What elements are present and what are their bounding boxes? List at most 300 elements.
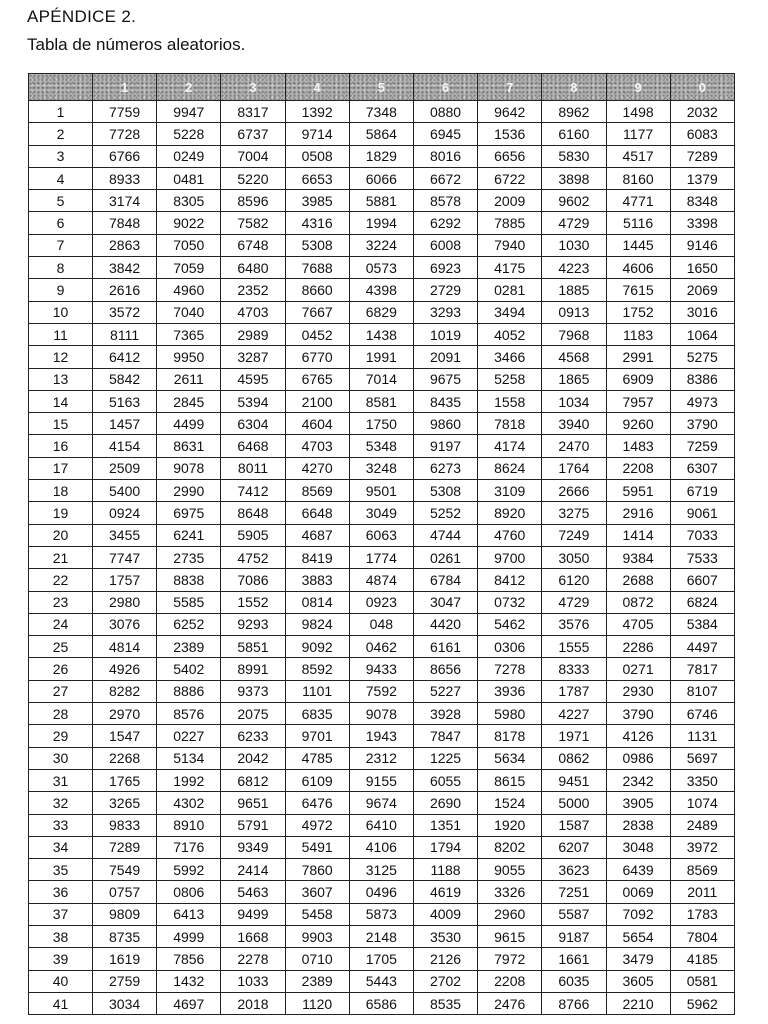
random-number-cell: 7251 bbox=[542, 881, 606, 903]
random-number-cell: 9615 bbox=[478, 925, 542, 947]
table-row bbox=[29, 101, 735, 123]
random-number-cell: 1991 bbox=[349, 346, 413, 368]
random-number-cell: 9078 bbox=[349, 703, 413, 725]
random-number-cell: 2476 bbox=[478, 992, 542, 1014]
random-number-cell: 7259 bbox=[670, 435, 734, 457]
random-number-cell: 4126 bbox=[606, 725, 670, 747]
random-number-cell: 7289 bbox=[670, 145, 734, 167]
random-number-cell: 1030 bbox=[542, 234, 606, 256]
row-number-cell: 37 bbox=[29, 903, 93, 925]
random-number-cell: 3109 bbox=[478, 480, 542, 502]
random-number-cell: 2389 bbox=[157, 636, 221, 658]
random-number-cell: 5394 bbox=[221, 390, 285, 412]
random-number-cell: 1414 bbox=[606, 524, 670, 546]
random-number-cell: 4227 bbox=[542, 703, 606, 725]
random-number-cell: 7885 bbox=[478, 212, 542, 234]
random-number-cell: 9675 bbox=[413, 368, 477, 390]
random-number-cell: 8435 bbox=[413, 390, 477, 412]
random-number-cell: 1992 bbox=[157, 769, 221, 791]
random-number-cell: 0306 bbox=[478, 636, 542, 658]
random-number-cell: 7940 bbox=[478, 234, 542, 256]
random-number-cell: 5873 bbox=[349, 903, 413, 925]
random-number-cell: 4703 bbox=[285, 435, 349, 457]
header-cell-column: 9 bbox=[606, 74, 670, 101]
random-number-cell: 7615 bbox=[606, 279, 670, 301]
random-number-cell: 0281 bbox=[478, 279, 542, 301]
random-number-cell: 4729 bbox=[542, 212, 606, 234]
random-number-cell: 9860 bbox=[413, 413, 477, 435]
row-number-cell: 41 bbox=[29, 992, 93, 1014]
table-row bbox=[29, 323, 735, 345]
random-number-cell: 9384 bbox=[606, 546, 670, 568]
random-number-cell: 5443 bbox=[349, 970, 413, 992]
random-number-cell: 8656 bbox=[413, 658, 477, 680]
table-row bbox=[29, 569, 735, 591]
random-number-cell: 1064 bbox=[670, 323, 734, 345]
random-number-cell: 9187 bbox=[542, 925, 606, 947]
row-number-cell: 7 bbox=[29, 234, 93, 256]
random-number-cell: 4752 bbox=[221, 546, 285, 568]
random-number-cell: 0452 bbox=[285, 323, 349, 345]
random-number-cell: 2989 bbox=[221, 323, 285, 345]
table-row bbox=[29, 123, 735, 145]
random-number-cell: 3790 bbox=[670, 413, 734, 435]
random-number-cell: 8348 bbox=[670, 190, 734, 212]
random-number-cell: 0986 bbox=[606, 747, 670, 769]
appendix-heading: APÉNDICE 2. bbox=[27, 7, 137, 26]
random-number-cell: 2210 bbox=[606, 992, 670, 1014]
random-number-cell: 1101 bbox=[285, 680, 349, 702]
random-number-cell: 6083 bbox=[670, 123, 734, 145]
random-number-cell: 6835 bbox=[285, 703, 349, 725]
random-number-cell: 0923 bbox=[349, 591, 413, 613]
random-number-cell: 0481 bbox=[157, 167, 221, 189]
random-number-cell: 3905 bbox=[606, 792, 670, 814]
random-number-cell: 6109 bbox=[285, 769, 349, 791]
table-row bbox=[29, 301, 735, 323]
random-number-cell: 6476 bbox=[285, 792, 349, 814]
random-number-cell: 6829 bbox=[349, 301, 413, 323]
random-number-cell: 2980 bbox=[93, 591, 157, 613]
random-number-cell: 5163 bbox=[93, 390, 157, 412]
table-row bbox=[29, 658, 735, 680]
table-row bbox=[29, 480, 735, 502]
random-number-cell: 0880 bbox=[413, 101, 477, 123]
random-number-cell: 4760 bbox=[478, 524, 542, 546]
random-number-cell: 2208 bbox=[606, 457, 670, 479]
header-cell-column: 5 bbox=[349, 74, 413, 101]
header-cell-index bbox=[29, 74, 93, 101]
table-row bbox=[29, 903, 735, 925]
row-number-cell: 31 bbox=[29, 769, 93, 791]
random-number-cell: 6161 bbox=[413, 636, 477, 658]
random-number-cell: 2690 bbox=[413, 792, 477, 814]
random-number-cell: 7667 bbox=[285, 301, 349, 323]
random-number-cell: 2286 bbox=[606, 636, 670, 658]
random-number-cell: 3034 bbox=[93, 992, 157, 1014]
random-number-cell: 5462 bbox=[478, 613, 542, 635]
random-number-cell: 1971 bbox=[542, 725, 606, 747]
header-cell-column: 3 bbox=[221, 74, 285, 101]
random-number-cell: 3350 bbox=[670, 769, 734, 791]
random-number-cell: 6468 bbox=[221, 435, 285, 457]
random-number-cell: 7050 bbox=[157, 234, 221, 256]
random-number-cell: 0573 bbox=[349, 257, 413, 279]
row-number-cell: 21 bbox=[29, 546, 93, 568]
random-number-cell: 6653 bbox=[285, 167, 349, 189]
random-number-cell: 5962 bbox=[670, 992, 734, 1014]
random-number-cell: 4705 bbox=[606, 613, 670, 635]
random-number-cell: 6480 bbox=[221, 257, 285, 279]
random-number-cell: 7860 bbox=[285, 859, 349, 881]
random-number-cell: 9809 bbox=[93, 903, 157, 925]
random-number-cell: 3265 bbox=[93, 792, 157, 814]
random-number-cell: 7040 bbox=[157, 301, 221, 323]
random-number-cell: 9293 bbox=[221, 613, 285, 635]
random-number-cell: 1547 bbox=[93, 725, 157, 747]
random-number-cell: 5275 bbox=[670, 346, 734, 368]
random-number-cell: 5400 bbox=[93, 480, 157, 502]
table-row bbox=[29, 814, 735, 836]
random-number-cell: 7804 bbox=[670, 925, 734, 947]
random-number-cell: 9950 bbox=[157, 346, 221, 368]
random-number-cell: 8624 bbox=[478, 457, 542, 479]
header-cell-column: 7 bbox=[478, 74, 542, 101]
random-number-cell: 2845 bbox=[157, 390, 221, 412]
random-number-cell: 0913 bbox=[542, 301, 606, 323]
random-number-cell: 5258 bbox=[478, 368, 542, 390]
random-number-cell: 2342 bbox=[606, 769, 670, 791]
random-number-cell: 5000 bbox=[542, 792, 606, 814]
random-number-cell: 8111 bbox=[93, 323, 157, 345]
random-number-cell: 8386 bbox=[670, 368, 734, 390]
random-number-cell: 3455 bbox=[93, 524, 157, 546]
random-number-cell: 2100 bbox=[285, 390, 349, 412]
random-number-cell: 9701 bbox=[285, 725, 349, 747]
random-number-cell: 3174 bbox=[93, 190, 157, 212]
random-number-cell: 4154 bbox=[93, 435, 157, 457]
random-number-cell: 1765 bbox=[93, 769, 157, 791]
random-number-cell: 2312 bbox=[349, 747, 413, 769]
table-row bbox=[29, 769, 735, 791]
random-numbers-table bbox=[28, 73, 735, 1015]
random-number-cell: 8107 bbox=[670, 680, 734, 702]
random-number-cell: 9061 bbox=[670, 502, 734, 524]
row-number-cell: 25 bbox=[29, 636, 93, 658]
random-number-cell: 1920 bbox=[478, 814, 542, 836]
table-row bbox=[29, 792, 735, 814]
random-number-cell: 3016 bbox=[670, 301, 734, 323]
random-number-cell: 1750 bbox=[349, 413, 413, 435]
random-number-cell: 3293 bbox=[413, 301, 477, 323]
random-number-cell: 6909 bbox=[606, 368, 670, 390]
random-number-cell: 6307 bbox=[670, 457, 734, 479]
random-number-cell: 6945 bbox=[413, 123, 477, 145]
row-number-cell: 18 bbox=[29, 480, 93, 502]
random-number-cell: 2075 bbox=[221, 703, 285, 725]
random-number-cell: 9833 bbox=[93, 814, 157, 836]
table-header-row bbox=[29, 74, 735, 101]
random-number-cell: 4420 bbox=[413, 613, 477, 635]
random-number-cell: 8578 bbox=[413, 190, 477, 212]
row-number-cell: 16 bbox=[29, 435, 93, 457]
random-number-cell: 0924 bbox=[93, 502, 157, 524]
random-number-cell: 3530 bbox=[413, 925, 477, 947]
random-number-cell: 0462 bbox=[349, 636, 413, 658]
random-number-cell: 7847 bbox=[413, 725, 477, 747]
table-row bbox=[29, 703, 735, 725]
random-number-cell: 2042 bbox=[221, 747, 285, 769]
row-number-cell: 5 bbox=[29, 190, 93, 212]
table-caption: Tabla de números aleatorios. bbox=[27, 35, 246, 54]
row-number-cell: 26 bbox=[29, 658, 93, 680]
random-number-cell: 7688 bbox=[285, 257, 349, 279]
random-number-cell: 4771 bbox=[606, 190, 670, 212]
random-number-cell: 6160 bbox=[542, 123, 606, 145]
random-number-cell: 7848 bbox=[93, 212, 157, 234]
table-row bbox=[29, 925, 735, 947]
header-cell-column: 8 bbox=[542, 74, 606, 101]
random-number-cell: 3048 bbox=[606, 836, 670, 858]
random-number-cell: 1587 bbox=[542, 814, 606, 836]
random-number-cell: 1752 bbox=[606, 301, 670, 323]
random-number-cell: 2032 bbox=[670, 101, 734, 123]
random-number-cell: 2666 bbox=[542, 480, 606, 502]
random-number-cell: 6055 bbox=[413, 769, 477, 791]
random-number-cell: 9197 bbox=[413, 435, 477, 457]
table-row bbox=[29, 992, 735, 1014]
random-number-cell: 3605 bbox=[606, 970, 670, 992]
random-number-cell: 2759 bbox=[93, 970, 157, 992]
random-number-cell: 7249 bbox=[542, 524, 606, 546]
header-cell-column: 2 bbox=[157, 74, 221, 101]
random-number-cell: 5402 bbox=[157, 658, 221, 680]
row-number-cell: 38 bbox=[29, 925, 93, 947]
random-number-cell: 1457 bbox=[93, 413, 157, 435]
random-number-cell: 5842 bbox=[93, 368, 157, 390]
random-number-cell: 9602 bbox=[542, 190, 606, 212]
random-number-cell: 1177 bbox=[606, 123, 670, 145]
random-number-cell: 1552 bbox=[221, 591, 285, 613]
row-number-cell: 8 bbox=[29, 257, 93, 279]
random-number-cell: 0261 bbox=[413, 546, 477, 568]
random-number-cell: 8317 bbox=[221, 101, 285, 123]
random-number-cell: 0710 bbox=[285, 948, 349, 970]
random-number-cell: 7856 bbox=[157, 948, 221, 970]
random-number-cell: 6607 bbox=[670, 569, 734, 591]
random-number-cell: 7957 bbox=[606, 390, 670, 412]
random-number-cell: 5864 bbox=[349, 123, 413, 145]
random-number-cell: 2470 bbox=[542, 435, 606, 457]
random-number-cell: 2509 bbox=[93, 457, 157, 479]
random-number-cell: 9499 bbox=[221, 903, 285, 925]
random-number-cell: 4223 bbox=[542, 257, 606, 279]
random-number-cell: 7747 bbox=[93, 546, 157, 568]
random-number-cell: 4270 bbox=[285, 457, 349, 479]
random-number-cell: 6413 bbox=[157, 903, 221, 925]
random-number-cell: 2352 bbox=[221, 279, 285, 301]
random-number-cell: 9700 bbox=[478, 546, 542, 568]
table-row bbox=[29, 970, 735, 992]
table-row bbox=[29, 413, 735, 435]
table-body bbox=[29, 101, 735, 1015]
random-number-cell: 4052 bbox=[478, 323, 542, 345]
row-number-cell: 23 bbox=[29, 591, 93, 613]
random-number-cell: 9451 bbox=[542, 769, 606, 791]
random-number-cell: 8202 bbox=[478, 836, 542, 858]
random-number-cell: 9373 bbox=[221, 680, 285, 702]
row-number-cell: 27 bbox=[29, 680, 93, 702]
random-number-cell: 1764 bbox=[542, 457, 606, 479]
random-number-cell: 3479 bbox=[606, 948, 670, 970]
random-number-cell: 3248 bbox=[349, 457, 413, 479]
random-number-cell: 6439 bbox=[606, 859, 670, 881]
random-number-cell: 1943 bbox=[349, 725, 413, 747]
random-number-cell: 4604 bbox=[285, 413, 349, 435]
random-number-cell: 2960 bbox=[478, 903, 542, 925]
random-number-cell: 8305 bbox=[157, 190, 221, 212]
random-number-cell: 2616 bbox=[93, 279, 157, 301]
row-number-cell: 40 bbox=[29, 970, 93, 992]
random-number-cell: 6063 bbox=[349, 524, 413, 546]
table-row bbox=[29, 257, 735, 279]
random-number-cell: 9947 bbox=[157, 101, 221, 123]
random-number-cell: 4973 bbox=[670, 390, 734, 412]
random-number-cell: 9078 bbox=[157, 457, 221, 479]
random-number-cell: 8735 bbox=[93, 925, 157, 947]
random-number-cell: 5634 bbox=[478, 747, 542, 769]
random-number-cell: 2414 bbox=[221, 859, 285, 881]
random-number-cell: 5116 bbox=[606, 212, 670, 234]
random-number-cell: 6765 bbox=[285, 368, 349, 390]
random-number-cell: 7817 bbox=[670, 658, 734, 680]
random-number-cell: 1705 bbox=[349, 948, 413, 970]
table-row bbox=[29, 279, 735, 301]
random-number-cell: 7592 bbox=[349, 680, 413, 702]
random-number-cell: 2126 bbox=[413, 948, 477, 970]
random-number-cell: 4697 bbox=[157, 992, 221, 1014]
random-number-cell: 4174 bbox=[478, 435, 542, 457]
random-number-cell: 1661 bbox=[542, 948, 606, 970]
random-number-cell: 7092 bbox=[606, 903, 670, 925]
random-number-cell: 3940 bbox=[542, 413, 606, 435]
row-number-cell: 14 bbox=[29, 390, 93, 412]
random-number-cell: 5252 bbox=[413, 502, 477, 524]
random-number-cell: 4302 bbox=[157, 792, 221, 814]
random-number-cell: 5830 bbox=[542, 145, 606, 167]
table-row bbox=[29, 747, 735, 769]
random-number-cell: 1536 bbox=[478, 123, 542, 145]
row-number-cell: 12 bbox=[29, 346, 93, 368]
random-number-cell: 8011 bbox=[221, 457, 285, 479]
random-number-cell: 2702 bbox=[413, 970, 477, 992]
random-number-cell: 5851 bbox=[221, 636, 285, 658]
random-number-cell: 4497 bbox=[670, 636, 734, 658]
random-number-cell: 7759 bbox=[93, 101, 157, 123]
random-number-cell: 4316 bbox=[285, 212, 349, 234]
row-number-cell: 20 bbox=[29, 524, 93, 546]
random-number-cell: 2208 bbox=[478, 970, 542, 992]
random-number-cell: 6648 bbox=[285, 502, 349, 524]
random-number-cell: 6304 bbox=[221, 413, 285, 435]
random-number-cell: 1351 bbox=[413, 814, 477, 836]
random-number-cell: 1120 bbox=[285, 992, 349, 1014]
random-number-cell: 4744 bbox=[413, 524, 477, 546]
header-cell-column: 0 bbox=[670, 74, 734, 101]
header-cell-column: 6 bbox=[413, 74, 477, 101]
random-number-cell: 1392 bbox=[285, 101, 349, 123]
random-number-cell: 1225 bbox=[413, 747, 477, 769]
random-number-cell: 8596 bbox=[221, 190, 285, 212]
random-number-cell: 0814 bbox=[285, 591, 349, 613]
table-row bbox=[29, 145, 735, 167]
row-number-cell: 30 bbox=[29, 747, 93, 769]
random-number-cell: 3883 bbox=[285, 569, 349, 591]
random-number-cell: 7348 bbox=[349, 101, 413, 123]
random-number-cell: 3050 bbox=[542, 546, 606, 568]
random-number-cell: 6292 bbox=[413, 212, 477, 234]
random-number-cell: 1783 bbox=[670, 903, 734, 925]
row-number-cell: 28 bbox=[29, 703, 93, 725]
random-number-cell: 8962 bbox=[542, 101, 606, 123]
random-number-cell: 2688 bbox=[606, 569, 670, 591]
random-number-cell: 6766 bbox=[93, 145, 157, 167]
table-row bbox=[29, 680, 735, 702]
random-number-cell: 1432 bbox=[157, 970, 221, 992]
random-number-cell: 5951 bbox=[606, 480, 670, 502]
row-number-cell: 6 bbox=[29, 212, 93, 234]
random-number-cell: 2735 bbox=[157, 546, 221, 568]
random-number-cell: 7728 bbox=[93, 123, 157, 145]
random-number-cell: 5697 bbox=[670, 747, 734, 769]
random-number-cell: 8592 bbox=[285, 658, 349, 680]
random-number-cell: 8016 bbox=[413, 145, 477, 167]
random-number-cell: 6120 bbox=[542, 569, 606, 591]
random-number-cell: 6207 bbox=[542, 836, 606, 858]
table-row bbox=[29, 368, 735, 390]
table-row bbox=[29, 524, 735, 546]
random-number-cell: 4568 bbox=[542, 346, 606, 368]
random-number-cell: 5458 bbox=[285, 903, 349, 925]
random-number-cell: 6737 bbox=[221, 123, 285, 145]
table-row bbox=[29, 212, 735, 234]
random-number-cell: 4398 bbox=[349, 279, 413, 301]
random-number-cell: 0872 bbox=[606, 591, 670, 613]
random-number-cell: 8766 bbox=[542, 992, 606, 1014]
random-number-cell: 2991 bbox=[606, 346, 670, 368]
table-row bbox=[29, 613, 735, 635]
random-number-cell: 2069 bbox=[670, 279, 734, 301]
random-number-cell: 1524 bbox=[478, 792, 542, 814]
random-number-cell: 3607 bbox=[285, 881, 349, 903]
random-number-cell: 1033 bbox=[221, 970, 285, 992]
table-row bbox=[29, 859, 735, 881]
random-number-cell: 1074 bbox=[670, 792, 734, 814]
random-number-cell: 5587 bbox=[542, 903, 606, 925]
random-number-cell: 1668 bbox=[221, 925, 285, 947]
random-number-cell: 6672 bbox=[413, 167, 477, 189]
random-number-cell: 6746 bbox=[670, 703, 734, 725]
random-number-cell: 3398 bbox=[670, 212, 734, 234]
random-number-cell: 6784 bbox=[413, 569, 477, 591]
random-number-cell: 8660 bbox=[285, 279, 349, 301]
row-number-cell: 10 bbox=[29, 301, 93, 323]
random-number-cell: 6923 bbox=[413, 257, 477, 279]
random-number-cell: 2611 bbox=[157, 368, 221, 390]
random-number-cell: 8886 bbox=[157, 680, 221, 702]
random-number-cell: 1483 bbox=[606, 435, 670, 457]
random-number-cell: 7278 bbox=[478, 658, 542, 680]
